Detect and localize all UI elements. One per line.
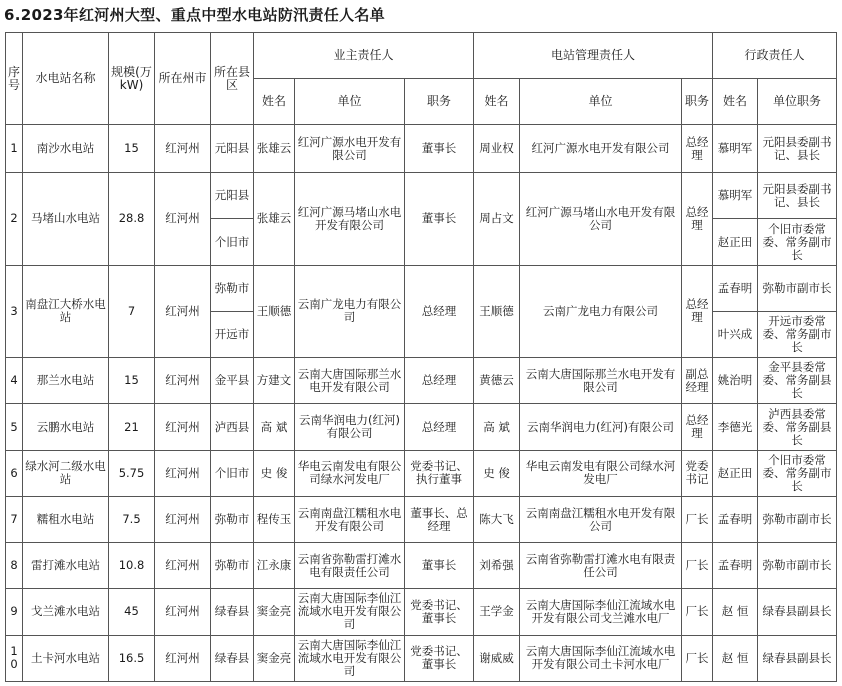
mgmt-unit: 云南广龙电力有限公司 [520,265,682,357]
table-row [6,450,837,496]
owner-name: 窦金亮 [254,635,295,681]
admin-unit-title: 弥勒市副市长 [758,543,837,589]
mgmt-title: 厂长 [682,635,713,681]
county: 开远市 [211,311,254,357]
mgmt-title: 厂长 [682,496,713,542]
station-scale: 7 [109,265,155,357]
admin-unit-title: 绿春县副县长 [758,635,837,681]
mgmt-title: 总经理 [682,125,713,173]
owner-name: 窦金亮 [254,589,295,635]
table-row [6,404,837,450]
admin-unit-title: 弥勒市副市长 [758,496,837,542]
header-owner-unit: 单位 [295,79,405,125]
owner-unit: 红河广源马堵山水电开发有限公司 [295,173,405,265]
station-name: 糯租水电站 [23,496,109,542]
county: 弥勒市 [211,496,254,542]
admin-unit-title: 金平县委常委、常务副县长 [758,358,837,404]
station-scale: 7.5 [109,496,155,542]
mgmt-title: 总经理 [682,265,713,357]
table-row [6,543,837,589]
station-scale: 10.8 [109,543,155,589]
county: 个旧市 [211,450,254,496]
station-scale: 16.5 [109,635,155,681]
mgmt-title: 总经理 [682,173,713,265]
owner-unit: 云南大唐国际李仙江流域水电开发有限公司 [295,589,405,635]
county: 泸西县 [211,404,254,450]
owner-name: 张雄云 [254,173,295,265]
owner-unit: 云南大唐国际那兰水电开发有限公司 [295,358,405,404]
admin-name: 赵 恒 [713,589,758,635]
admin-unit-title: 绿春县副县长 [758,589,837,635]
mgmt-name: 高 斌 [474,404,520,450]
owner-name: 史 俊 [254,450,295,496]
owner-name: 张雄云 [254,125,295,173]
station-name: 土卡河水电站 [23,635,109,681]
mgmt-title: 总经理 [682,404,713,450]
owner-title: 董事长 [405,173,474,265]
station-name: 绿水河二级水电站 [23,450,109,496]
mgmt-unit: 云南大唐国际那兰水电开发有限公司 [520,358,682,404]
mgmt-name: 刘希强 [474,543,520,589]
owner-title: 党委书记、执行董事 [405,450,474,496]
admin-unit-title: 开远市委常委、常务副市长 [758,311,837,357]
table-row [6,358,837,404]
mgmt-title: 厂长 [682,589,713,635]
header-admin-group: 行政责任人 [713,33,837,79]
owner-name: 方建文 [254,358,295,404]
county: 个旧市 [211,219,254,265]
row-number: 7 [6,496,23,542]
mgmt-title: 副总经理 [682,358,713,404]
admin-name: 叶兴成 [713,311,758,357]
mgmt-name: 黄德云 [474,358,520,404]
prefecture: 红河州 [155,450,211,496]
row-number: 1 [6,125,23,173]
mgmt-name: 周业权 [474,125,520,173]
prefecture: 红河州 [155,358,211,404]
owner-unit: 云南省弥勒雷打滩水电有限责任公司 [295,543,405,589]
owner-title: 总经理 [405,358,474,404]
admin-unit-title: 弥勒市副市长 [758,265,837,311]
county: 金平县 [211,358,254,404]
station-name: 马堵山水电站 [23,173,109,265]
prefecture: 红河州 [155,635,211,681]
header-mgmt-group: 电站管理责任人 [474,33,713,79]
owner-name: 高 斌 [254,404,295,450]
header-owner-title: 职务 [405,79,474,125]
prefecture: 红河州 [155,265,211,357]
mgmt-name: 谢威威 [474,635,520,681]
prefecture: 红河州 [155,496,211,542]
mgmt-name: 王顺德 [474,265,520,357]
station-name: 那兰水电站 [23,358,109,404]
admin-name: 赵正田 [713,219,758,265]
row-number: 8 [6,543,23,589]
table-row [6,635,837,681]
admin-name: 孟春明 [713,496,758,542]
table-row [6,125,837,173]
station-scale: 28.8 [109,173,155,265]
mgmt-name: 史 俊 [474,450,520,496]
header-station: 水电站名称 [23,33,109,125]
mgmt-unit: 云南省弥勒雷打滩水电有限责任公司 [520,543,682,589]
row-number: 2 [6,173,23,265]
mgmt-unit: 红河广源水电开发有限公司 [520,125,682,173]
row-number: 5 [6,404,23,450]
mgmt-unit: 华电云南发电有限公司绿水河发电厂 [520,450,682,496]
station-name: 南盘江大桥水电站 [23,265,109,357]
row-number: 3 [6,265,23,357]
table-row [6,589,837,635]
owner-name: 程传玉 [254,496,295,542]
header-no: 序号 [6,33,23,125]
station-scale: 15 [109,358,155,404]
admin-name: 姚治明 [713,358,758,404]
station-name: 南沙水电站 [23,125,109,173]
admin-name: 慕明军 [713,125,758,173]
station-scale: 15 [109,125,155,173]
table-row [6,265,837,311]
county: 弥勒市 [211,265,254,311]
mgmt-unit: 云南大唐国际李仙江流域水电开发有限公司戈兰滩水电厂 [520,589,682,635]
station-name: 戈兰滩水电站 [23,589,109,635]
owner-name: 王顺德 [254,265,295,357]
owner-unit: 华电云南发电有限公司绿水河发电厂 [295,450,405,496]
admin-name: 赵 恒 [713,635,758,681]
prefecture: 红河州 [155,125,211,173]
owner-title: 党委书记、董事长 [405,589,474,635]
admin-unit-title: 元阳县委副书记、县长 [758,125,837,173]
owner-title: 董事长 [405,125,474,173]
owner-title: 党委书记、董事长 [405,635,474,681]
admin-name: 赵正田 [713,450,758,496]
row-number: 9 [6,589,23,635]
station-name: 雷打滩水电站 [23,543,109,589]
county: 元阳县 [211,125,254,173]
owner-unit: 云南南盘江糯租水电开发有限公司 [295,496,405,542]
prefecture: 红河州 [155,589,211,635]
header-county: 所在县区 [211,33,254,125]
admin-unit-title: 个旧市委常委、常务副市长 [758,219,837,265]
station-scale: 5.75 [109,450,155,496]
header-mgmt-name: 姓名 [474,79,520,125]
header-owner-name: 姓名 [254,79,295,125]
owner-name: 江永康 [254,543,295,589]
mgmt-title: 厂长 [682,543,713,589]
mgmt-unit: 云南华润电力(红河)有限公司 [520,404,682,450]
prefecture: 红河州 [155,173,211,265]
admin-name: 李德光 [713,404,758,450]
row-number: 10 [6,635,23,681]
county: 元阳县 [211,173,254,219]
mgmt-name: 周占文 [474,173,520,265]
owner-unit: 云南大唐国际李仙江流域水电开发有限公司 [295,635,405,681]
mgmt-unit: 云南大唐国际李仙江流域水电开发有限公司土卡河水电厂 [520,635,682,681]
page-title: 6.2023年红河州大型、重点中型水电站防汛责任人名单 [4,6,385,24]
table-row [6,173,837,219]
admin-unit-title: 元阳县委副书记、县长 [758,173,837,219]
prefecture: 红河州 [155,543,211,589]
owner-title: 董事长、总经理 [405,496,474,542]
admin-unit-title: 泸西县委常委、常务副县长 [758,404,837,450]
mgmt-name: 王学金 [474,589,520,635]
row-number: 6 [6,450,23,496]
row-number: 4 [6,358,23,404]
owner-unit: 云南华润电力(红河)有限公司 [295,404,405,450]
admin-name: 孟春明 [713,543,758,589]
owner-unit: 云南广龙电力有限公司 [295,265,405,357]
mgmt-unit: 红河广源马堵山水电开发有限公司 [520,173,682,265]
county: 绿春县 [211,589,254,635]
mgmt-name: 陈大飞 [474,496,520,542]
admin-unit-title: 个旧市委常委、常务副市长 [758,450,837,496]
county: 绿春县 [211,635,254,681]
prefecture: 红河州 [155,404,211,450]
mgmt-unit: 云南南盘江糯租水电开发有限公司 [520,496,682,542]
header-admin-unit-title: 单位职务 [758,79,837,125]
owner-title: 董事长 [405,543,474,589]
owner-title: 总经理 [405,265,474,357]
header-scale: 规模(万kW) [109,33,155,125]
admin-name: 孟春明 [713,265,758,311]
mgmt-title: 党委书记 [682,450,713,496]
header-prefecture: 所在州市 [155,33,211,125]
admin-name: 慕明军 [713,173,758,219]
station-name: 云鹏水电站 [23,404,109,450]
table-row [6,496,837,542]
header-mgmt-unit: 单位 [520,79,682,125]
owner-title: 总经理 [405,404,474,450]
county: 弥勒市 [211,543,254,589]
flood-control-table [5,32,837,682]
station-scale: 21 [109,404,155,450]
header-owner-group: 业主责任人 [254,33,474,79]
owner-unit: 红河广源水电开发有限公司 [295,125,405,173]
header-admin-name: 姓名 [713,79,758,125]
header-mgmt-title: 职务 [682,79,713,125]
station-scale: 45 [109,589,155,635]
